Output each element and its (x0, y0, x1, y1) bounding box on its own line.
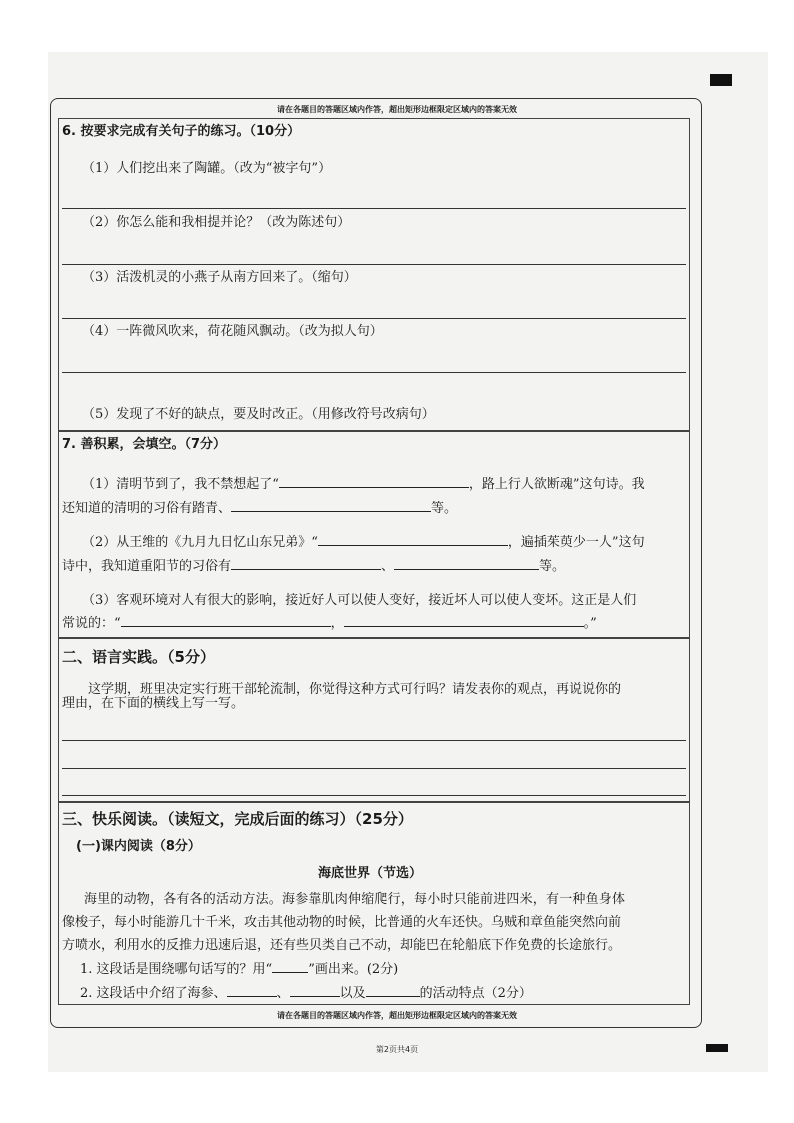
s3-q1-text-b: ”画出来。(2分) (308, 962, 399, 977)
passage-line-3: 方喷水，利用水的反推力迅速后退，还有些贝类自己不动，却能巴在轮船底下作免费的长途旅行。 (62, 938, 622, 953)
section2-body-2: 理由，在下面的横线上写一写。 (62, 696, 245, 711)
s3-q2-blank-2[interactable] (290, 983, 340, 997)
s3-q2-blank-3[interactable] (366, 983, 420, 997)
q7-p1-text-a: （1）清明节到了，我不禁想起了“ (82, 477, 279, 492)
s3-q2-text-b: 、 (276, 986, 290, 1001)
s3-q2-text-c: 以及 (339, 986, 366, 1001)
q7-blank-3[interactable] (318, 532, 508, 546)
q7-blank-5[interactable] (394, 556, 539, 570)
q7-p1-line1 (82, 473, 645, 492)
s2-answer-line-1[interactable] (62, 740, 686, 741)
q7-blank-6[interactable] (121, 613, 331, 627)
passage-line-1: 海里的动物，各有各的活动方法。海参靠肌肉伸缩爬行，每小时只能前进四米，有一种鱼身体 (84, 892, 626, 907)
q7-blank-2[interactable] (231, 498, 431, 512)
q7-p2-text-d: 、 (381, 559, 395, 574)
s3-question-2 (80, 982, 532, 1001)
s2-answer-line-2[interactable] (62, 768, 686, 769)
passage-line-2: 像梭子，每小时能游几十千米，攻击其他动物的时候，比普通的火车还快。乌贼和章鱼能突然向前 (62, 915, 622, 930)
q7-p2-text-b: ，遍插茱萸少一人”这句 (507, 535, 645, 550)
q7-p2-text-e: 等。 (539, 559, 566, 574)
section2-title: 二、语言实践。（5分） (62, 648, 215, 666)
q7-title: 7. 善积累，会填空。（7分） (62, 437, 227, 452)
q6-title: 6. 按要求完成有关句子的练习。（10分） (62, 124, 301, 139)
q7-blank-4[interactable] (231, 556, 381, 570)
q7-p2-text-c: 诗中，我知道重阳节的习俗有 (62, 559, 232, 574)
q7-p2-text-a: （2）从王维的《九月九日忆山东兄弟》“ (82, 535, 318, 550)
s3-q2-text-a: 2. 这段话中介绍了海参、 (80, 986, 227, 1001)
s3-q2-blank-1[interactable] (227, 983, 277, 997)
q7-p1-text-d: 等。 (431, 501, 458, 516)
q7-p1-line2 (62, 497, 457, 516)
q7-p1-text-b: ，路上行人欲断魂”这句诗。我 (468, 477, 645, 492)
q6-item-1: （1）人们挖出来了陶罐。（改为“被字句”） (82, 161, 332, 176)
q7-p3-line1: （3）客观环境对人有很大的影响，接近好人可以使人变好，接近坏人可以使人变坏。这正是人们 (82, 593, 637, 608)
q6-item-2: （2）你怎么能和我相提并论？（改为陈述句） (82, 215, 351, 230)
answer-line-1[interactable] (62, 208, 686, 209)
q7-blank-1[interactable] (279, 474, 469, 488)
answer-line-3[interactable] (62, 318, 686, 319)
q7-p3-text-c: ， (330, 616, 344, 631)
answer-line-4[interactable] (62, 372, 686, 373)
q6-item-5: （5）发现了不好的缺点，要及时改正。（用修改符号改病句） (82, 407, 435, 422)
footer-notice: 请在各题目的答题区域内作答，超出矩形边框限定区域内的答案无效 (277, 1011, 517, 1020)
section2-body-1: 这学期，班里决定实行班干部轮流制，你觉得这种方式可行吗？请发表你的观点，再说说你的 (88, 682, 622, 697)
s3-question-1 (80, 958, 398, 977)
s2-answer-line-3[interactable] (62, 795, 686, 796)
s3-q1-blank[interactable] (272, 959, 308, 973)
answer-line-2[interactable] (62, 264, 686, 265)
page-number: 第2页共4页 (375, 1045, 419, 1054)
q6-item-3: （3）活泼机灵的小燕子从南方回来了。（缩句） (82, 270, 357, 285)
s3-q1-text-a: 1. 这段话是围绕哪句话写的？用“ (80, 962, 273, 977)
passage-title: 海底世界（节选） (318, 866, 423, 881)
q7-p2-line1 (82, 531, 645, 550)
section3-subtitle: (一)课内阅读（8分） (76, 839, 201, 854)
q6-item-4: （4）一阵微风吹来，荷花随风飘动。（改为拟人句） (82, 324, 383, 339)
header-notice: 请在各题目的答题区域内作答，超出矩形边框限定区域内的答案无效 (277, 105, 517, 114)
q7-p1-text-c: 还知道的清明的习俗有踏青、 (62, 501, 232, 516)
q7-blank-7[interactable] (344, 613, 584, 627)
q7-p2-line2 (62, 555, 565, 574)
q7-p3-line2 (62, 612, 597, 631)
section3-title: 三、快乐阅读。（读短文，完成后面的练习）（25分） (62, 810, 413, 828)
s3-q2-text-d: 的活动特点（2分） (419, 986, 532, 1001)
q7-p3-text-d: 。” (583, 616, 597, 631)
q7-p3-text-b: 常说的：“ (62, 616, 121, 631)
registration-mark-top (710, 74, 732, 86)
